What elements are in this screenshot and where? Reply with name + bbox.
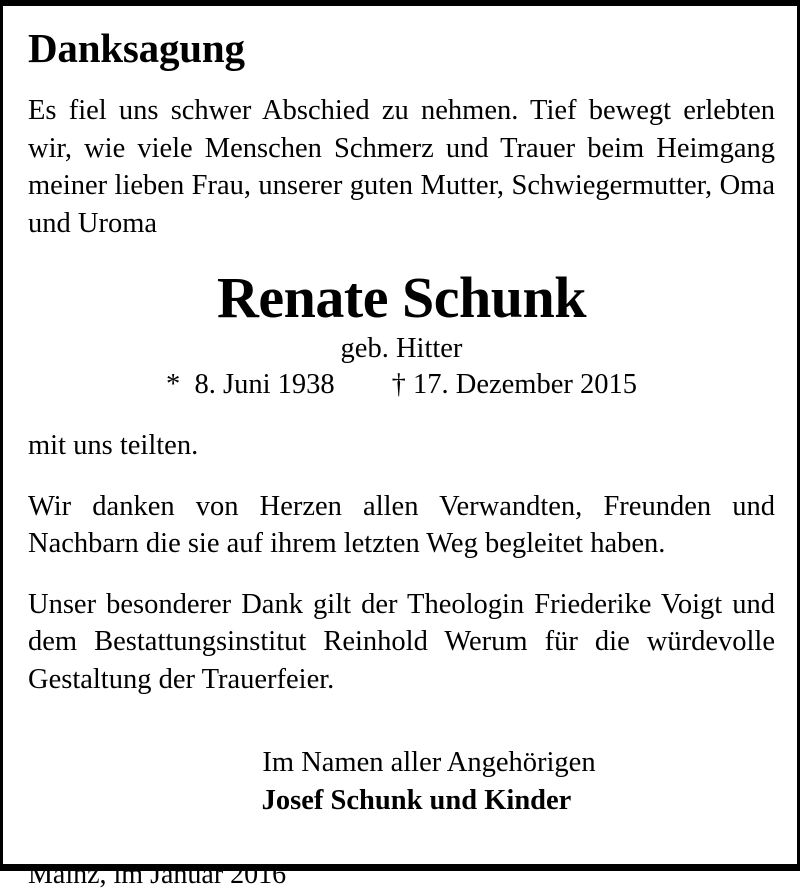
on-behalf-of-line: Im Namen aller Angehörigen <box>262 747 596 778</box>
deceased-name-block <box>28 265 775 403</box>
page-title: Danksagung <box>28 25 245 71</box>
deceased-maiden-name: geb. Hitter <box>340 333 463 364</box>
place-and-date: Mainz, im Januar 2016 <box>28 859 287 890</box>
closing-block <box>28 744 775 820</box>
thanks-paragraph: Wir danken von Herzen allen Verwandten, Freunden und Nachbarn die sie auf ihrem letzten Weg begleitet haben. <box>28 490 775 559</box>
deceased-name: Renate Schunk <box>217 265 586 330</box>
special-thanks-paragraph: Unser besonderer Dank gilt der Theologin Friederike Voigt und dem Bestattungsinstitut Reinhold Werum für die würdevolle Gestaltung der Trauerfeier. <box>28 588 775 695</box>
deceased-life-dates: * 8. Juni 1938 † 17. Dezember 2015 <box>166 369 637 400</box>
signatory-line: Josef Schunk und Kinder <box>261 785 572 816</box>
notice-content <box>28 6 775 890</box>
intro-paragraph: Es fiel uns schwer Abschied zu nehmen. Tief bewegt erlebten wir, wie viele Menschen Schmerz und Trauer beim Heimgang meiner lieben Frau, unserer guten Mutter, Schwiegermutter, Oma und Uroma <box>28 95 775 239</box>
continuation-paragraph: mit uns teilten. <box>28 430 199 461</box>
